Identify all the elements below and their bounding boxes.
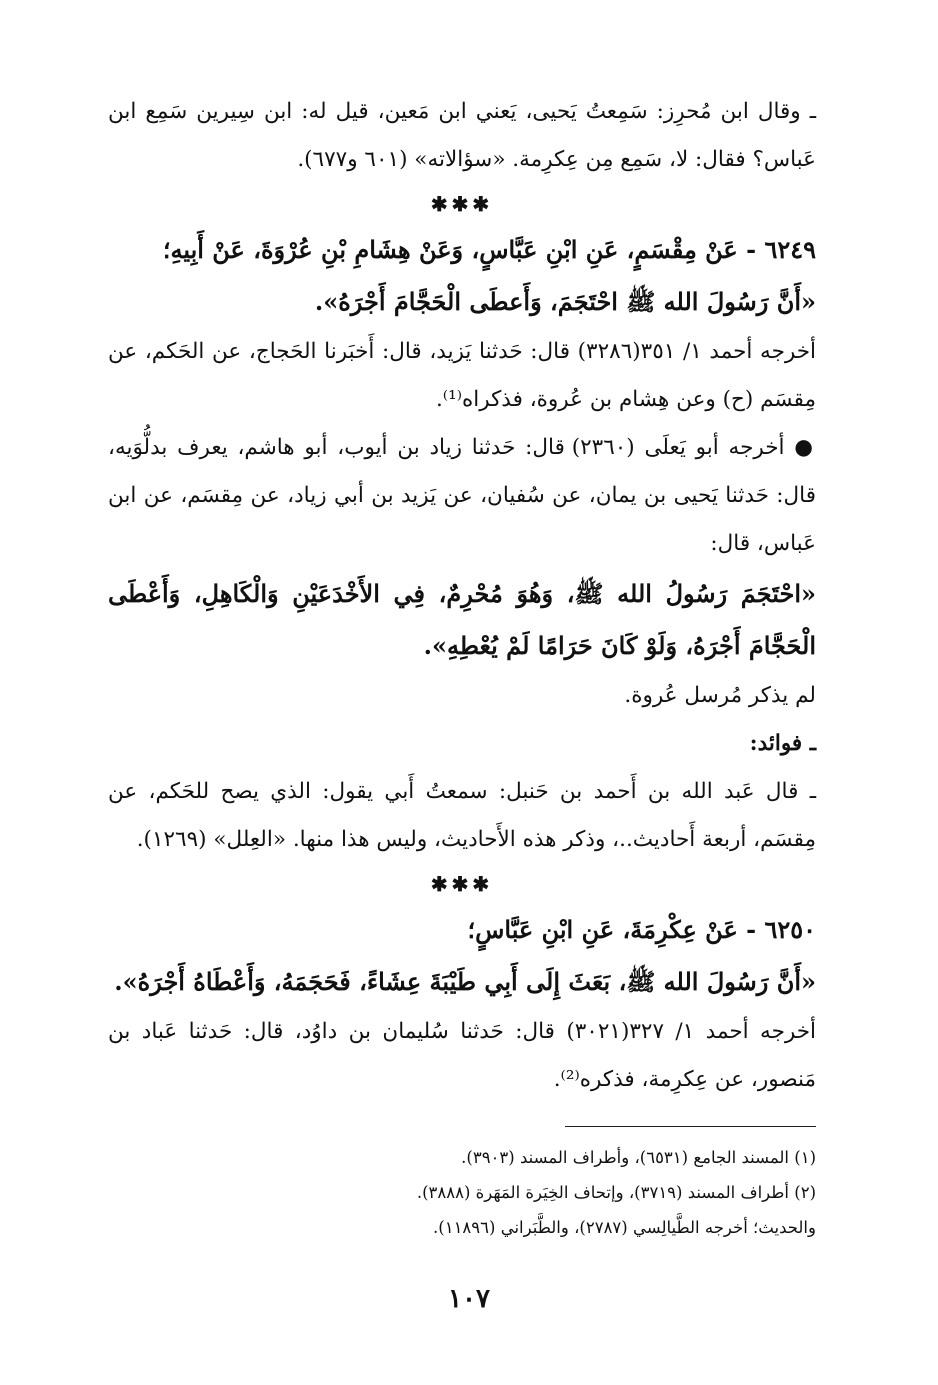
section-separator: ✱✱✱: [430, 192, 494, 216]
paragraph-abu-yala-takhrij: ● أخرجه أبو يَعلَى (٢٣٦٠) قال: حَدثنا زياد بن أيوب، أبو هاشم، يعرف بدلُّوَيه، قال: حَدثنا يَحيى بن يمان، عن سُفيان، عن يَزيد بن أبي زياد، عن مِقسَم، عن ابن عَباس، قال:: [108, 435, 817, 556]
hadith-6250-heading: ٦٢٥٠ - عَنْ عِكْرِمَةَ، عَنِ ابْنِ عَبَّاسٍ؛: [467, 915, 816, 944]
paragraph-mursal-note: لم يذكر مُرسل عُروة.: [624, 683, 816, 708]
hadith-6250-text: «أَنَّ رَسُولَ الله ﷺ، بَعَثَ إِلَى أَبِي طَيْبَةَ عِشَاءً، فَحَجَمَهُ، وَأَعْطَاهُ أَجْرَهُ».: [114, 967, 816, 996]
hadith-6249-text: «أَنَّ رَسُولَ الله ﷺ احْتَجَمَ، وَأَعطَى الْحَجَّامَ أَجْرَهُ».: [314, 287, 816, 316]
footnote-2: (٢) أطراف المسند (٣٧١٩)، وإتحاف الخِيَرة المَهَرة (٣٨٨٨).: [416, 1183, 816, 1202]
section-separator: ✱✱✱: [430, 872, 494, 896]
footnotes: [108, 1140, 816, 1245]
paragraph-ibn-muhriz: ـ وقال ابن مُحرِز: سَمِعتُ يَحيى، يَعني ابن مَعين، قيل له: ابن سِيرين سَمِع ابن عَباس؟ فقال: لا، سَمِع مِن عِكرِمة. «سؤالاته» (٦٠١ و٦٧٧).: [108, 99, 816, 172]
footnote-2-continued: والحديث؛ أخرجه الطَّيالِسي (٢٧٨٧)، والطَّبَراني (١١٨٩٦).: [433, 1218, 816, 1237]
paragraph-ahmad-takhrij: أخرجه أحمد ١/ ٣٥١(٣٢٨٦) قال: حَدثنا يَزيد، قال: أَخبَرنا الحَجاج، عن الحَكم، عن مِقسَم (ح) وعن هِشام بن عُروة، فذكراه⁽¹⁾.: [108, 339, 817, 412]
page-number: ١٠٧: [448, 1284, 490, 1314]
footnote-1: (١) المسند الجامع (٦٥٣١)، وأطراف المسند (٣٩٠٣).: [461, 1148, 816, 1167]
fawaid-heading: ـ فوائد:: [749, 731, 816, 756]
paragraph-ilal-note: ـ قال عَبد الله بن أَحمد بن حَنبل: سمعتُ أَبي يقول: الذي يصح للحَكم، عن مِقسَم، أربعة أَحاديث..، وذكر هذه الأَحاديث، وليس هذا منها. «العِلل» (١٢٦٩).: [108, 779, 816, 852]
footnote-divider: [565, 1126, 816, 1127]
hadith-6249-heading: ٦٢٤٩ - عَنْ مِقْسَمٍ، عَنِ ابْنِ عَبَّاسٍ، وَعَنْ هِشَامِ بْنِ عُرْوَةَ، عَنْ أَبِيهِ؛: [162, 235, 816, 264]
page-body: [108, 88, 816, 1104]
hadith-abu-yala-text: «احْتَجَمَ رَسُولُ الله ﷺ، وَهُوَ مُحْرِمٌ، فِي الأَخْدَعَيْنِ وَالْكَاهِلِ، وَأَعْطَى الْحَجَّامَ أَجْرَهُ، وَلَوْ كَانَ حَرَامًا لَمْ يُعْطِهِ».: [108, 579, 816, 660]
paragraph-ahmad-takhrij-2: أخرجه أحمد ١/ ٣٢٧(٣٠٢١) قال: حَدثنا سُليمان بن داوُد، قال: حَدثنا عَباد بن مَنصور، عن عِكرِمة، فذكره⁽²⁾.: [108, 1019, 817, 1092]
